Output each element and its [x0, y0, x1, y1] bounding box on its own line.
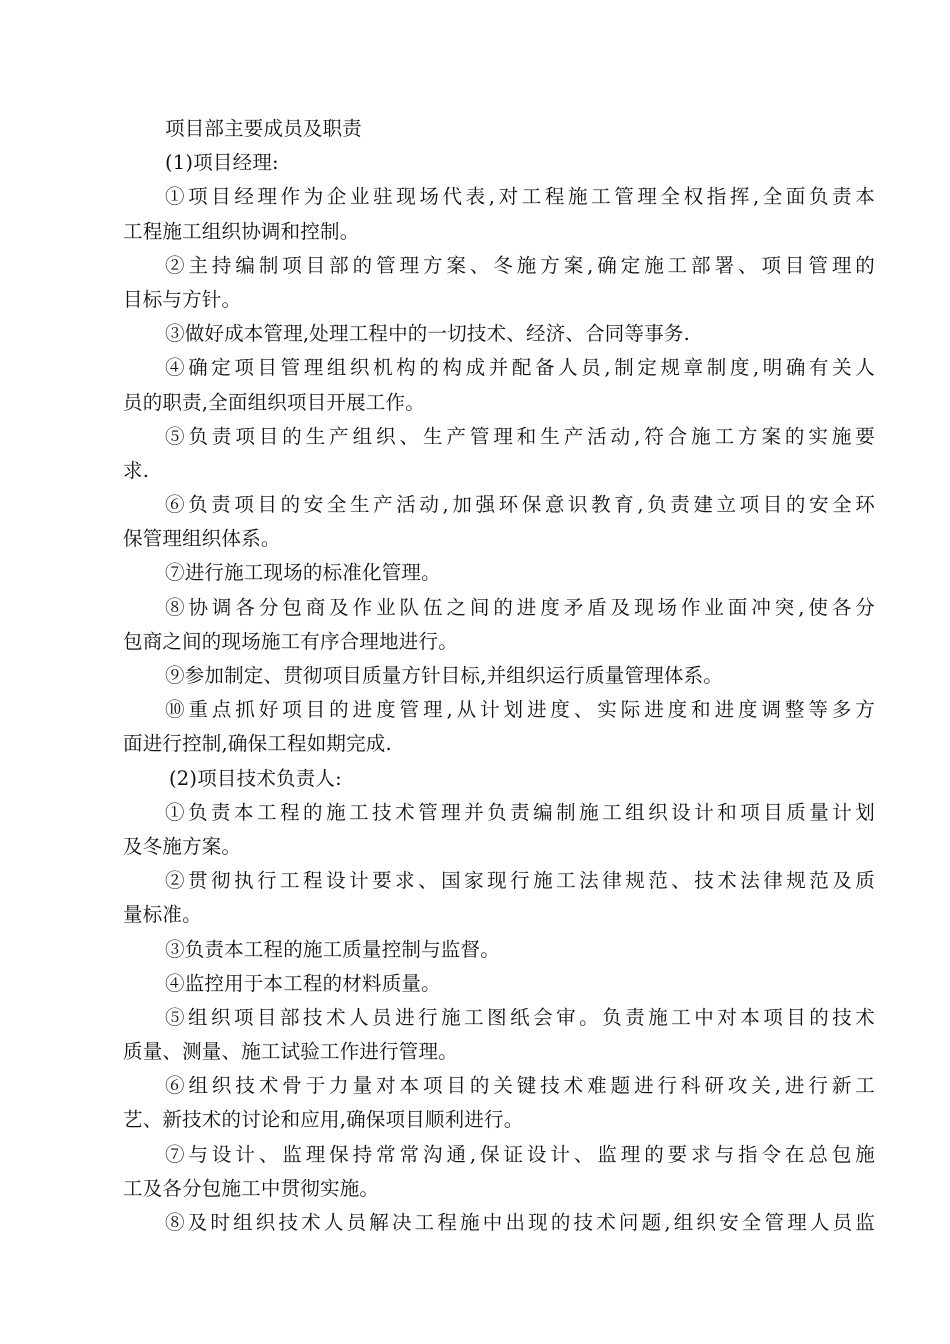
paragraph-line: ⑦与设计、监理保持常常沟通,保证设计、监理的要求与指令在总包施: [165, 1142, 875, 1166]
paragraph-line: 量标准。: [123, 903, 202, 927]
paragraph-line: ④监控用于本工程的材料质量。: [165, 971, 441, 995]
paragraph-line: ⑩重点抓好项目的进度管理,从计划进度、实际进度和进度调整等多方: [165, 698, 875, 722]
paragraph-line: 工程施工组织协调和控制。: [123, 219, 360, 243]
paragraph-line: ②贯彻执行工程设计要求、国家现行施工法律规范、技术法律规范及质: [165, 869, 875, 893]
paragraph-line: ⑨参加制定、贯彻项目质量方针目标,并组织运行质量管理体系。: [165, 664, 723, 687]
paragraph-line: 目标与方针。: [123, 287, 242, 311]
paragraph-line: 面进行控制,确保工程如期完成.: [123, 732, 392, 756]
document-title: 项目部主要成员及职责: [165, 117, 363, 140]
paragraph-line: 求.: [123, 458, 150, 482]
paragraph-line: ⑤组织项目部技术人员进行施工图纸会审。负责施工中对本项目的技术: [165, 1005, 875, 1029]
paragraph-line: ⑤负责项目的生产组织、生产管理和生产活动,符合施工方案的实施要: [165, 424, 875, 448]
section-heading-project-manager: (1)项目经理:: [165, 151, 279, 175]
paragraph-line: ①项目经理作为企业驻现场代表,对工程施工管理全权指挥,全面负责本: [165, 185, 875, 209]
paragraph-line: ①负责本工程的施工技术管理并负责编制施工组织设计和项目质量计划: [165, 800, 875, 824]
paragraph-line: 工及各分包施工中贯彻实施。: [123, 1176, 380, 1200]
paragraph-line: 保管理组织体系。: [123, 527, 281, 551]
paragraph-line: ③负责本工程的施工质量控制与监督。: [165, 937, 500, 961]
paragraph-line: 质量、测量、施工试验工作进行管理。: [123, 1040, 458, 1064]
paragraph-line: ⑥负责项目的安全生产活动,加强环保意识教育,负责建立项目的安全环: [165, 493, 875, 517]
paragraph-line: ②主持编制项目部的管理方案、冬施方案,确定施工部署、项目管理的: [165, 253, 875, 277]
paragraph-line: 及冬施方案。: [123, 834, 242, 858]
paragraph-line: 包商之间的现场施工有序合理地进行。: [123, 629, 458, 653]
section-heading-technical-lead: (2)项目技术负责人:: [169, 766, 342, 790]
paragraph-line: ⑧协调各分包商及作业队伍之间的进度矛盾及现场作业面冲突,使各分: [165, 595, 875, 619]
paragraph-line: ④确定项目管理组织机构的构成并配备人员,制定规章制度,明确有关人: [165, 356, 875, 380]
paragraph-line: 艺、新技术的讨论和应用,确保项目顺利进行。: [123, 1108, 524, 1132]
paragraph-line: ⑦进行施工现场的标准化管理。: [165, 561, 441, 585]
paragraph-line: ⑥组织技术骨于力量对本项目的关键技术难题进行科研攻关,进行新工: [165, 1074, 875, 1098]
paragraph-line: ⑧及时组织技术人员解决工程施中出现的技术问题,组织安全管理人员监: [165, 1211, 875, 1234]
paragraph-line: ③做好成本管理,处理工程中的一切技术、经济、合同等事务.: [165, 322, 690, 346]
paragraph-line: 员的职责,全面组织项目开展工作。: [123, 390, 425, 414]
document-body: [123, 112, 875, 1240]
